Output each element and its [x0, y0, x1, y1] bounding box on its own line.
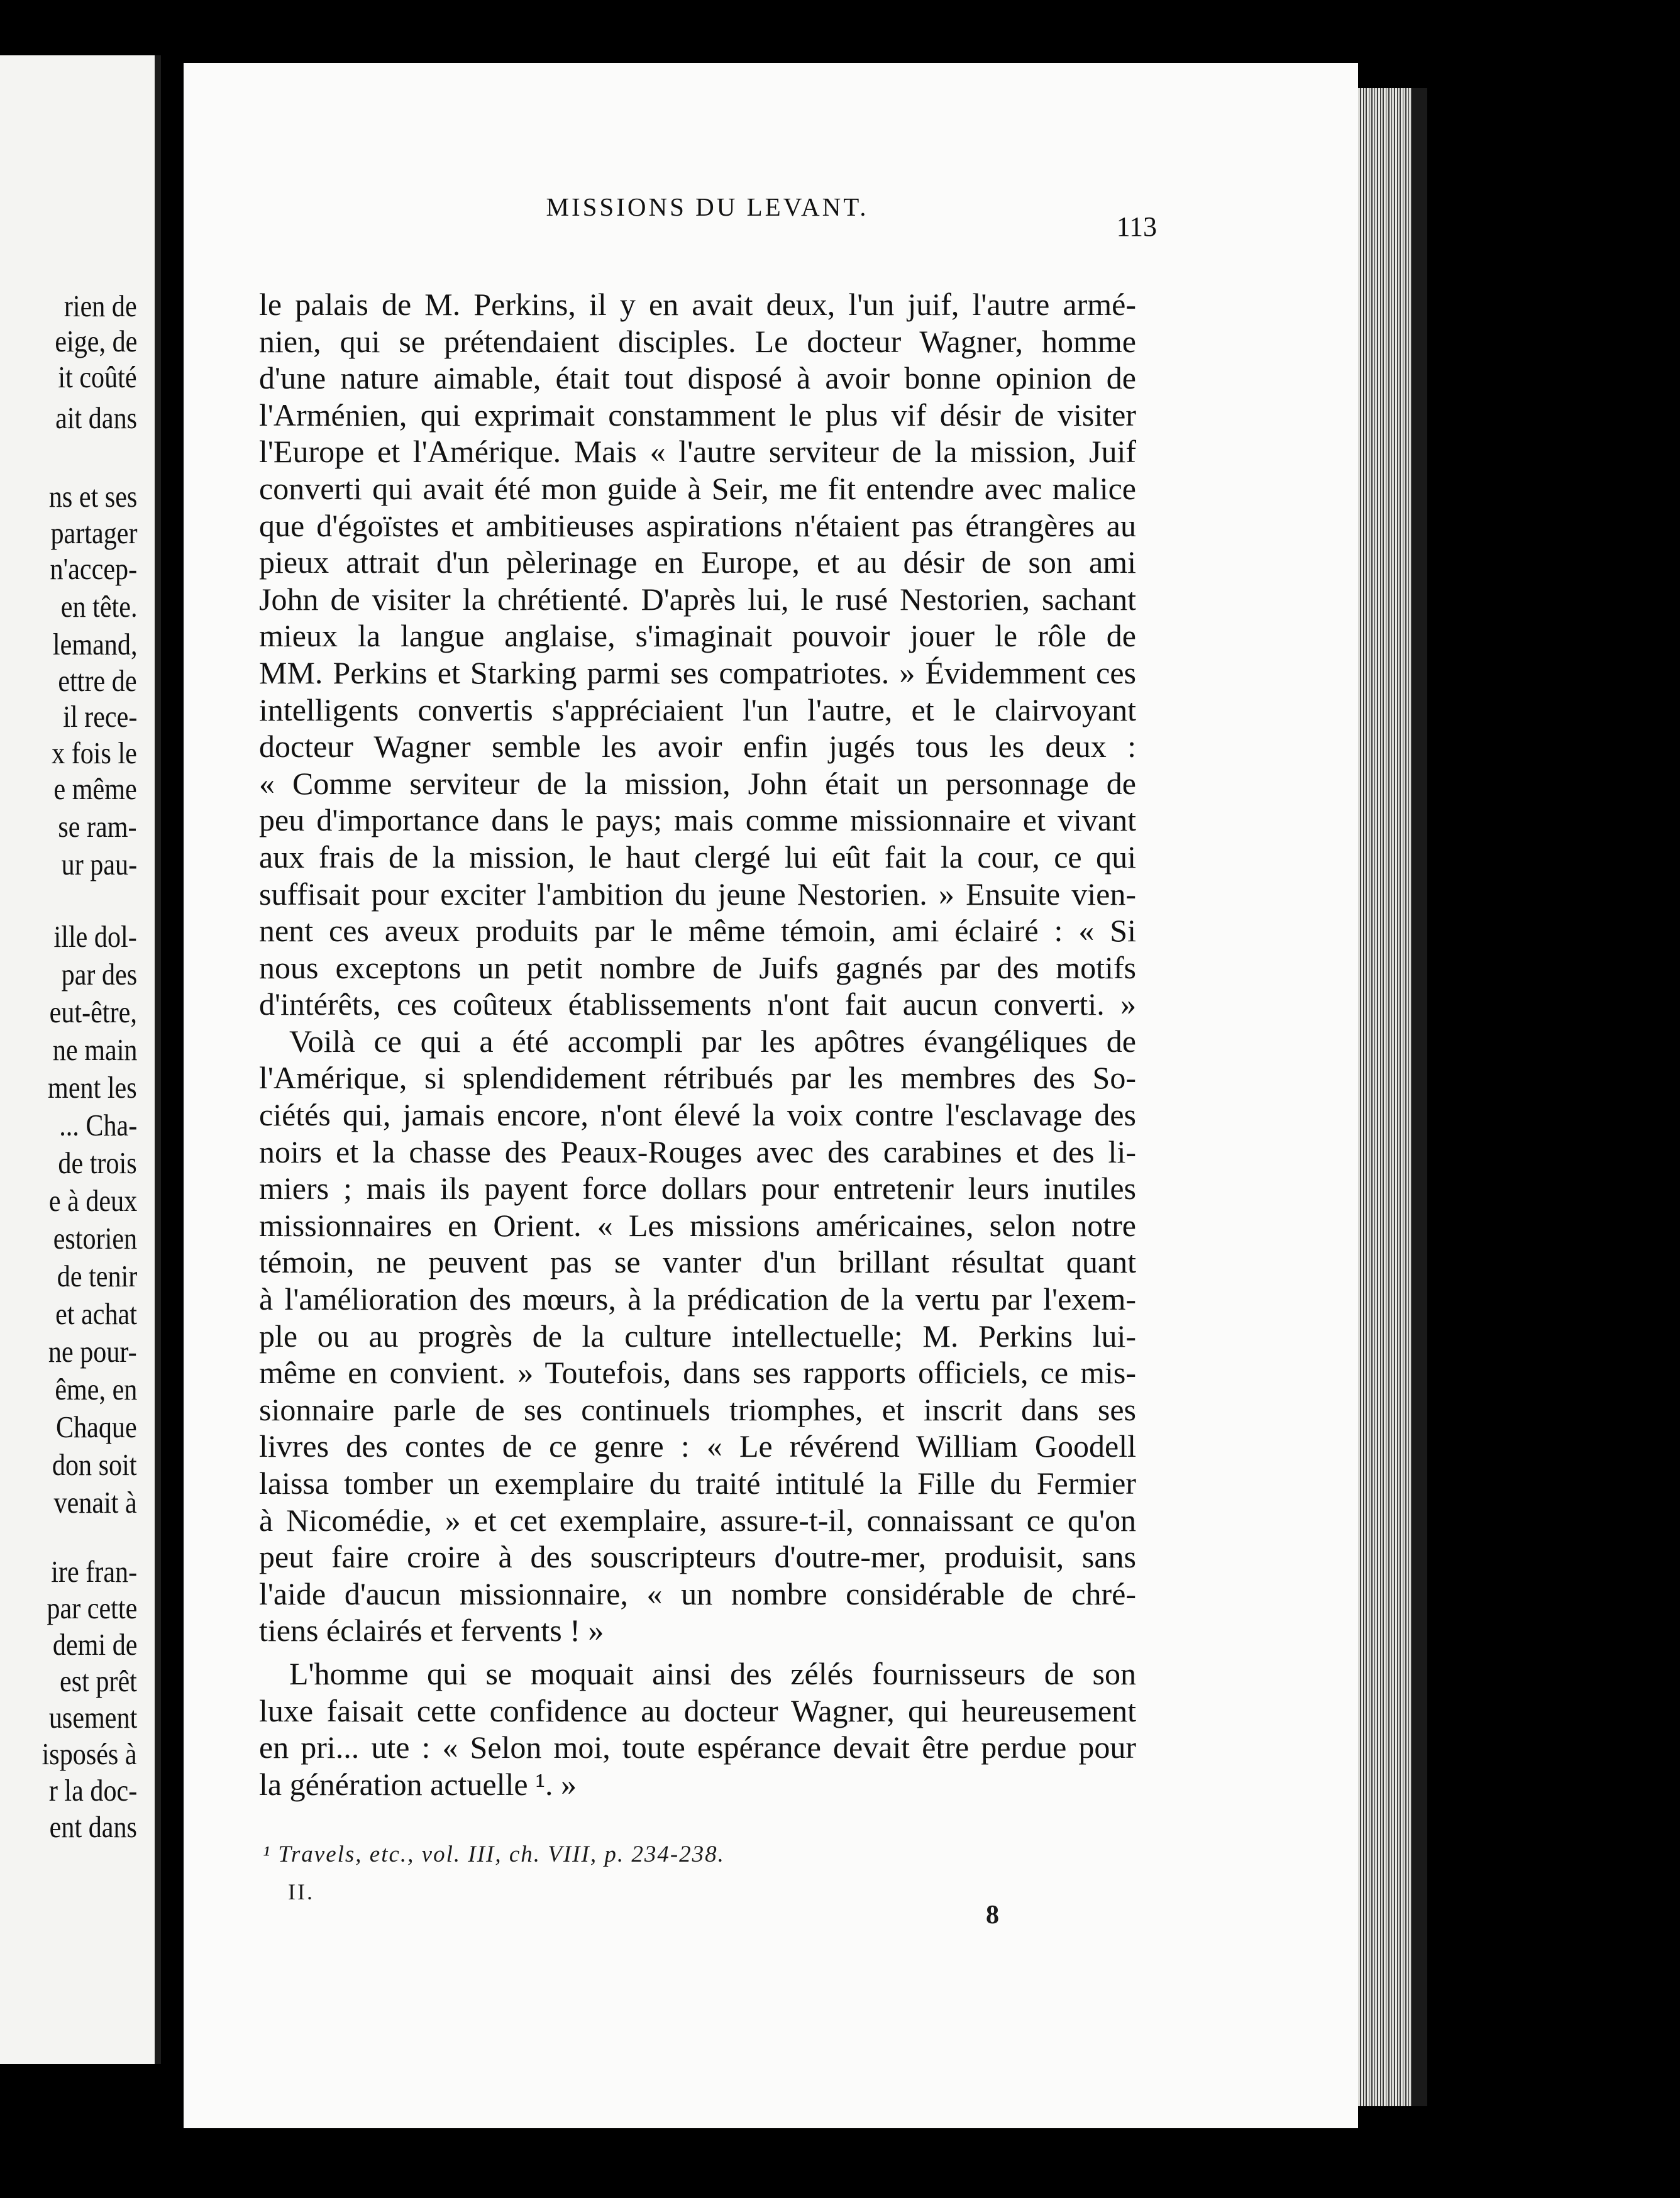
- left-page-line: don soit: [52, 1447, 137, 1482]
- left-page-line: ne pour-: [48, 1334, 137, 1369]
- left-page-line: e à deux: [48, 1183, 137, 1218]
- text-line: l'Europe et l'Amérique. Mais « l'autre serviteur de la mission, Juif: [259, 434, 1136, 470]
- left-page-line: isposés à: [42, 1737, 137, 1771]
- left-page-line: ne main: [52, 1032, 137, 1067]
- text-line: nien, qui se prétendaient disciples. Le docteur Wagner, homme: [259, 323, 1136, 359]
- text-line: même en convient. » Toutefois, dans ses rapports officiels, ce mis-: [259, 1355, 1136, 1391]
- text-line: laissa tomber un exemplaire du traité intitulé la Fille du Fermier: [259, 1466, 1136, 1501]
- text-line: L'homme qui se moquait ainsi des zélés fournisseurs de son: [289, 1655, 1136, 1691]
- left-page-line: ns et ses: [48, 479, 137, 514]
- text-line: témoin, ne peuvent pas se vanter d'un brillant résultat quant: [259, 1244, 1136, 1280]
- left-page-line: par cette: [47, 1591, 137, 1625]
- left-page-line: r la doc-: [48, 1773, 137, 1808]
- text-line: nous exceptons un petit nombre de Juifs gagnés par des motifs: [259, 949, 1136, 985]
- left-page-line: x fois le: [52, 736, 137, 770]
- text-line: aux frais de la mission, le haut clergé lui eût fait la cour, ce qui: [259, 839, 1136, 875]
- left-page-line: ait dans: [55, 400, 137, 435]
- left-page-line: en tête.: [60, 589, 137, 624]
- page-stack-edges: [1358, 88, 1427, 2106]
- left-page-line: ême, en: [54, 1372, 137, 1406]
- text-line: tiens éclairés et fervents ! »: [259, 1613, 604, 1648]
- left-page-line: rien de: [64, 289, 137, 323]
- text-line: converti qui avait été mon guide à Seir, me fit entendre avec malice: [259, 470, 1136, 506]
- left-page-line: it coûté: [58, 360, 137, 394]
- left-page-line: est prêt: [60, 1664, 137, 1698]
- left-page-line: ire fran-: [51, 1554, 137, 1589]
- left-page-line: se ram-: [58, 809, 137, 844]
- left-page-line: ent dans: [49, 1809, 137, 1844]
- text-line: ciétés qui, jamais encore, n'ont élevé la voix contre l'esclavage des: [259, 1097, 1136, 1133]
- footnote: ¹ Travels, etc., vol. III, ch. VIII, p. 234-238.: [263, 1842, 725, 1867]
- text-line: à l'amélioration des mœurs, à la prédication de la vertu par l'exem-: [259, 1281, 1136, 1317]
- left-page-line: de tenir: [57, 1259, 137, 1293]
- page-number: 113: [1116, 211, 1157, 242]
- text-line: pieux attrait d'un pèlerinage en Europe, et au désir de son ami: [259, 544, 1136, 580]
- text-line: Voilà ce qui a été accompli par les apôtres évangéliques de: [289, 1023, 1136, 1059]
- left-page-line: ... Cha-: [58, 1108, 137, 1142]
- left-page-line: Chaque: [56, 1410, 137, 1444]
- left-page-line: demi de: [52, 1627, 137, 1662]
- left-page-line: lemand,: [52, 627, 137, 661]
- text-line: à Nicomédie, » et cet exemplaire, assure-t-il, connaissant ce qu'on: [259, 1502, 1136, 1538]
- text-line: que d'égoïstes et ambitieuses aspirations n'étaient pas étrangères au: [259, 507, 1136, 543]
- text-line: missionnaires en Orient. « Les missions américaines, selon notre: [259, 1207, 1136, 1243]
- sheet-number: 8: [986, 1901, 999, 1930]
- left-page-line: e même: [53, 771, 137, 806]
- text-line: miers ; mais ils payent force dollars pour entretenir leurs inutiles: [259, 1171, 1136, 1207]
- text-line: l'aide d'aucun missionnaire, « un nombre considérable de chré-: [259, 1576, 1136, 1611]
- signature-mark: II.: [288, 1879, 314, 1904]
- running-title: MISSIONS DU LEVANT.: [546, 192, 869, 221]
- left-page-line: par des: [61, 957, 137, 991]
- text-line: « Comme serviteur de la mission, John était un personnage de: [259, 765, 1136, 801]
- left-page-line: ille dol-: [53, 919, 137, 954]
- text-line: d'une nature aimable, était tout disposé à avoir bonne opinion de: [259, 360, 1136, 396]
- text-line: John de visiter la chrétienté. D'après lui, le rusé Nestorien, sachant: [259, 581, 1136, 617]
- left-page-line: ment les: [48, 1070, 137, 1105]
- text-line: ple ou au progrès de la culture intellectuelle; M. Perkins lui-: [259, 1318, 1136, 1354]
- left-page-line: venait à: [53, 1485, 137, 1520]
- text-line: sionnaire parle de ses continuels triomphes, et inscrit dans ses: [259, 1391, 1136, 1427]
- text-line: en pri... ute : « Selon moi, toute espérance devait être perdue pour: [259, 1730, 1136, 1765]
- left-page-line: eut-être,: [49, 995, 137, 1029]
- left-page-line: il rece-: [62, 699, 137, 734]
- left-page-fragment: [0, 55, 161, 2064]
- left-page-line: ur pau-: [61, 847, 137, 881]
- text-line: peut faire croire à des souscripteurs d'outre-mer, produisit, sans: [259, 1539, 1136, 1575]
- text-line: intelligents convertis s'appréciaient l'un l'autre, et le clairvoyant: [259, 692, 1136, 727]
- left-page-line: partager: [50, 516, 137, 550]
- left-page-line: et achat: [55, 1296, 137, 1331]
- left-page-line: eige, de: [54, 324, 137, 358]
- page-header: [270, 192, 1157, 242]
- text-line: luxe faisait cette confidence au docteur Wagner, qui heureusement: [259, 1693, 1136, 1728]
- text-line: l'Arménien, qui exprimait constamment le plus vif désir de visiter: [259, 397, 1136, 433]
- left-page-line: estorien: [53, 1221, 137, 1256]
- body-text: [259, 286, 1136, 1803]
- text-line: mieux la langue anglaise, s'imaginait pouvoir jouer le rôle de: [259, 618, 1136, 654]
- left-page-line: ettre de: [58, 663, 137, 698]
- text-line: MM. Perkins et Starking parmi ses compatriotes. » Évidemment ces: [259, 654, 1136, 690]
- text-line: noirs et la chasse des Peaux-Rouges avec des carabines et des li-: [259, 1134, 1136, 1169]
- paragraph-gap: [259, 1649, 1136, 1655]
- text-line: le palais de M. Perkins, il y en avait deux, l'un juif, l'autre armé-: [259, 287, 1136, 322]
- text-line: nent ces aveux produits par le même témoin, ami éclairé : « Si: [259, 913, 1136, 949]
- text-line: la génération actuelle ¹. »: [259, 1766, 577, 1802]
- text-line: d'intérêts, ces coûteux établissements n'ont fait aucun converti. »: [259, 986, 1136, 1022]
- text-line: suffisait pour exciter l'ambition du jeune Nestorien. » Ensuite vien-: [259, 876, 1136, 912]
- left-page-line: n'accep-: [50, 551, 137, 586]
- text-line: docteur Wagner semble les avoir enfin jugés tous les deux :: [259, 729, 1136, 765]
- left-page-line: de trois: [58, 1146, 137, 1180]
- text-line: livres des contes de ce genre : « Le révérend William Goodell: [259, 1428, 1136, 1464]
- text-line: peu d'importance dans le pays; mais comme missionnaire et vivant: [259, 802, 1136, 838]
- text-line: l'Amérique, si splendidement rétribués par les membres des So-: [259, 1060, 1136, 1096]
- left-page-line: usement: [48, 1700, 137, 1735]
